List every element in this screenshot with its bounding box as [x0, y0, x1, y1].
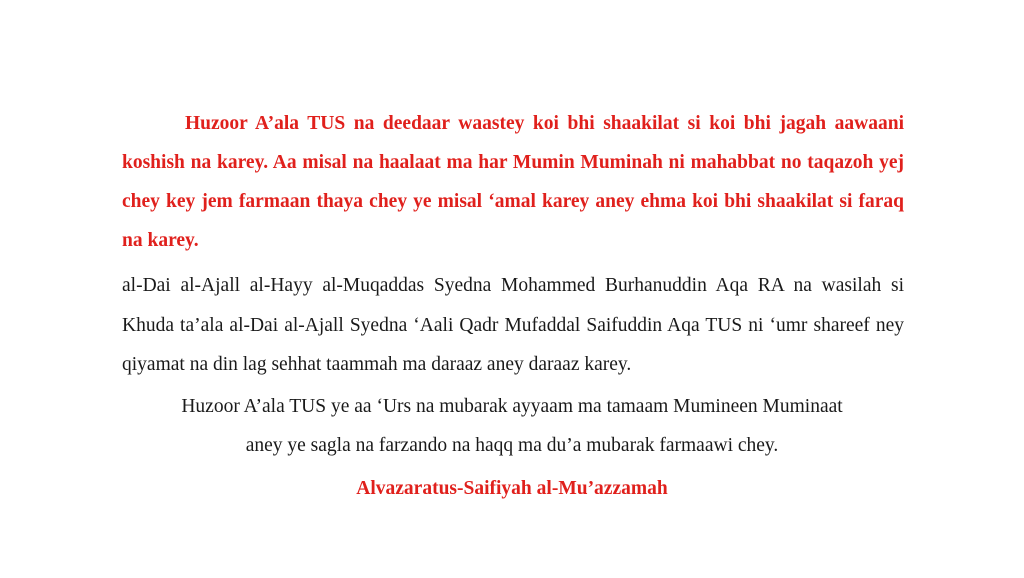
centered-line-1: Huzoor A’ala TUS ye aa ‘Urs na mubarak ayyaam ma tamaam Mumineen Muminaat — [181, 396, 843, 417]
prayer-paragraph: al-Dai al-Ajall al-Hayy al-Muqaddas Syedna Mohammed Burhanuddin Aqa RA na wasilah si Khuda ta’ala al-Dai al-Ajall Syedna ‘Aali Qadr Mufaddal Saifuddin Aqa TUS ni ‘umr shareef ney qiyamat na din lag sehhat taammah ma daraaz aney daraaz karey. — [122, 275, 904, 375]
red-paragraph: Huzoor A’ala TUS na deedaar waastey koi bhi shaakilat si koi bhi jagah aawaani koshish na karey. Aa misal na haalaat ma har Mumin Muminah ni mahabbat no taqazoh yej chey key jem farmaan thaya chey ye misal ‘amal karey aney ehma koi bhi shaakilat si faraq na karey. — [122, 113, 904, 251]
signature: Alvazaratus-Saifiyah al-Mu’azzamah — [356, 478, 668, 499]
centered-line-2: aney ye sagla na farzando na haqq ma du’a mubarak farmaawi chey. — [245, 435, 779, 456]
